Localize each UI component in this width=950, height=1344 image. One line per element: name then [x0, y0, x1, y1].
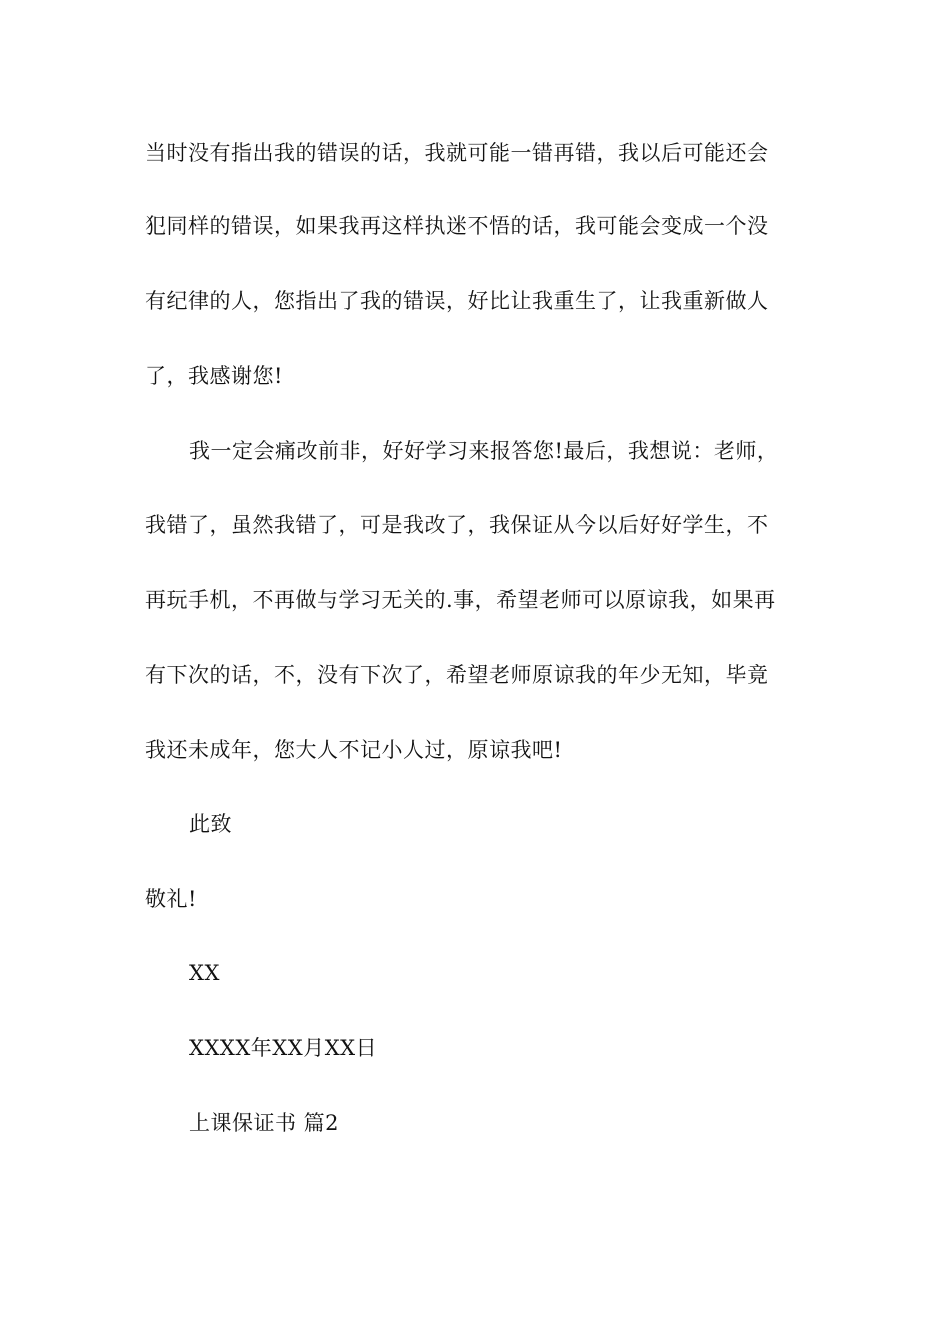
paragraph-line-5: 我一定会痛改前非，好好学习来报答您!最后，我想说：老师， — [189, 439, 779, 463]
paragraph-line-4: 了，我感谢您! — [145, 364, 283, 388]
paragraph-line-7: 再玩手机，不再做与学习无关的.事，希望老师可以原谅我，如果再 — [145, 588, 776, 612]
paragraph-line-1: 当时没有指出我的错误的话，我就可能一错再错，我以后可能还会 — [145, 141, 769, 165]
paragraph-line-2: 犯同样的错误，如果我再这样执迷不悟的话，我可能会变成一个没 — [145, 214, 769, 238]
date-text: XXXX年XX月XX日 — [189, 1036, 378, 1060]
signature-text: XX — [189, 961, 220, 985]
closing-text: 此致 — [189, 812, 232, 836]
next-section-heading: 上课保证书 篇2 — [189, 1111, 340, 1135]
paragraph-line-6: 我错了，虽然我错了，可是我改了，我保证从今以后好好学生，不 — [145, 513, 769, 537]
salute-text: 敬礼! — [145, 887, 197, 911]
paragraph-line-3: 有纪律的人，您指出了我的错误，好比让我重生了，让我重新做人 — [145, 289, 769, 313]
paragraph-line-8: 有下次的话，不，没有下次了，希望老师原谅我的年少无知，毕竟 — [145, 663, 769, 687]
paragraph-line-9: 我还未成年，您大人不记小人过，原谅我吧! — [145, 738, 563, 762]
